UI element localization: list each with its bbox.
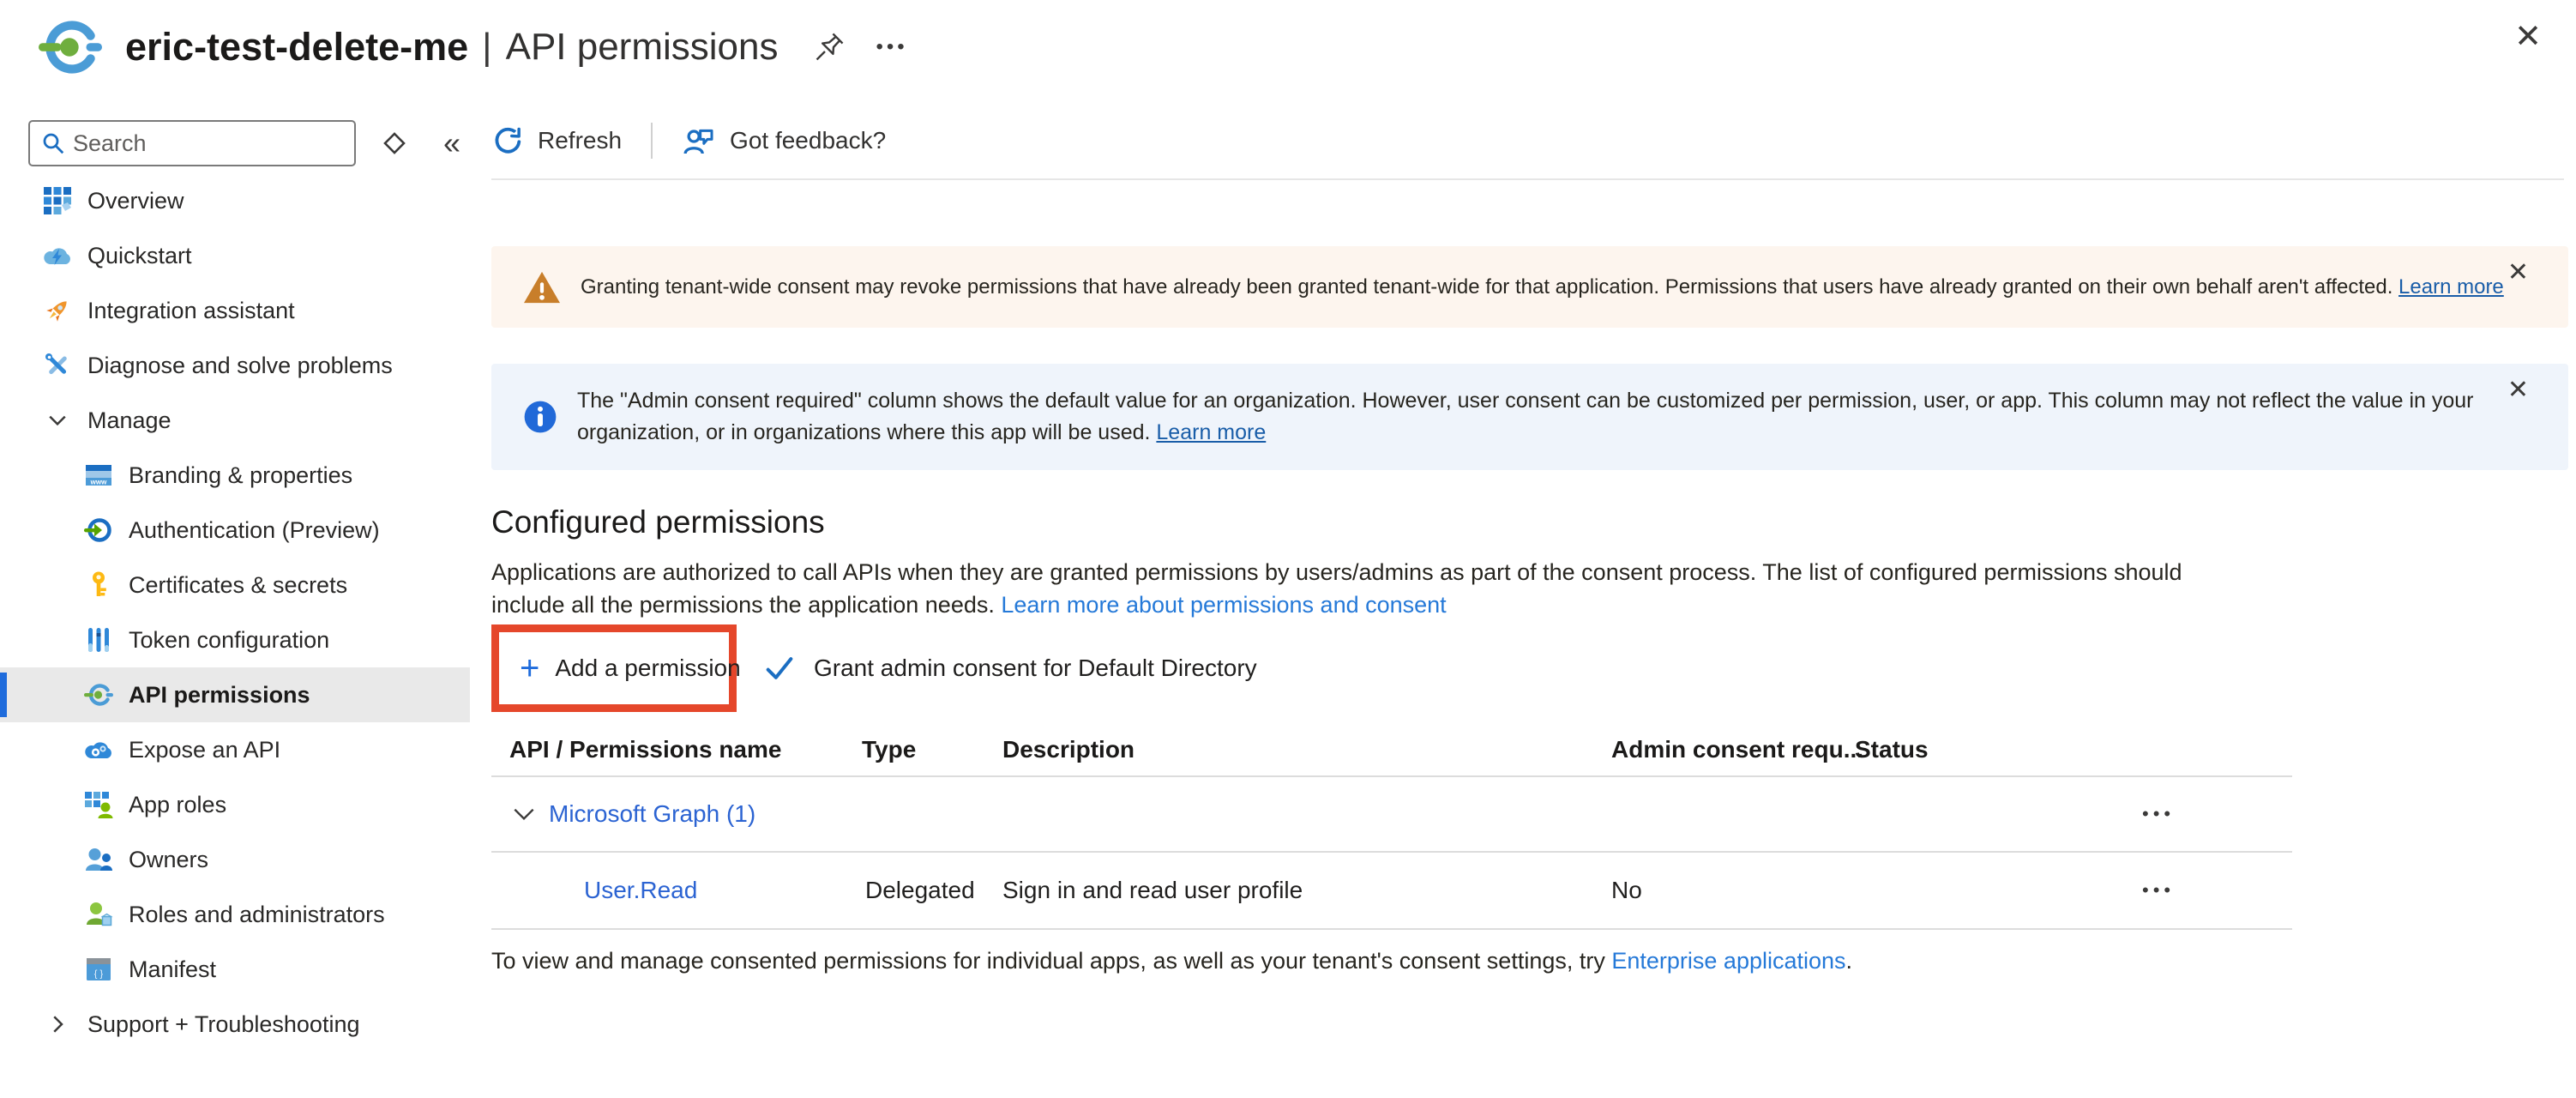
description-text: Applications are authorized to call APIs when they are granted permissions by users/admins as part of the consent process. The list of configured permissions should include all the permissions the application needs. — [491, 559, 2182, 618]
warning-text — [581, 272, 2504, 302]
sidebar-item-quickstart[interactable] — [0, 228, 470, 283]
title-separator: | — [482, 26, 492, 68]
column-header-name: API / Permissions name — [509, 736, 782, 763]
search-icon — [40, 130, 66, 156]
refresh-button[interactable] — [491, 124, 622, 157]
sidebar-item-label: Quickstart — [87, 242, 192, 268]
sidebar-group-support[interactable] — [0, 997, 470, 1052]
warning-message: Granting tenant-wide consent may revoke permissions that have already been granted tenant-wide for that application. Permissions that users have already granted on their own behalf aren't affected. — [581, 275, 2393, 299]
sidebar-item-label: Branding & properties — [129, 462, 353, 488]
sidebar-item-label: Token configuration — [129, 626, 330, 653]
sidebar-group-label: Support + Troubleshooting — [87, 1011, 360, 1037]
collapse-sidebar-icon[interactable]: « — [443, 125, 461, 160]
feedback-icon — [682, 124, 716, 158]
sidebar-item-expose-an-api[interactable] — [0, 722, 470, 777]
page-header — [0, 0, 2576, 94]
warning-close-icon[interactable]: ✕ — [2507, 258, 2529, 287]
rocket-icon — [41, 294, 74, 327]
close-blade-icon[interactable]: ✕ — [2514, 19, 2542, 55]
sidebar-item-label: API permissions — [129, 681, 310, 708]
svg-text:{ }: { } — [93, 968, 104, 980]
pin-icon[interactable] — [812, 30, 846, 64]
chevron-right-icon — [41, 1008, 74, 1041]
permission-description-cell: Sign in and read user profile — [1002, 877, 1303, 903]
checkmark-icon — [762, 651, 797, 685]
people-icon — [82, 843, 115, 876]
table-row-user-read — [491, 853, 2292, 928]
sidebar-item-manifest[interactable] — [0, 942, 470, 997]
sidebar-item-label: Certificates & secrets — [129, 571, 348, 598]
configured-permissions-heading: Configured permissions — [491, 504, 825, 540]
permissions-actions — [491, 624, 1257, 712]
table-divider — [491, 928, 2292, 930]
command-divider — [651, 123, 653, 159]
footer-note — [491, 948, 1852, 974]
info-banner — [491, 364, 2568, 470]
column-header-type: Type — [862, 736, 917, 763]
plus-icon: + — [520, 649, 540, 687]
sidebar-item-label: Authentication (Preview) — [129, 516, 380, 543]
sidebar-item-authentication[interactable] — [0, 503, 470, 558]
permissions-consent-link[interactable]: Learn more about permissions and consent — [1001, 592, 1447, 618]
expand-chevron-icon[interactable] — [510, 800, 538, 828]
sidebar-item-label: Overview — [87, 187, 184, 214]
row-more-options-icon[interactable]: ••• — [2142, 803, 2176, 824]
grant-admin-consent-label: Grant admin consent for Default Directory — [814, 655, 1257, 681]
tools-icon — [41, 349, 74, 382]
admin-consent-cell: No — [1611, 877, 1642, 903]
column-header-admin-consent: Admin consent requ... — [1611, 736, 1864, 763]
key-icon — [82, 569, 115, 601]
permission-type-cell: Delegated — [865, 877, 975, 903]
column-header-status: Status — [1855, 736, 1929, 763]
sidebar-item-diagnose[interactable] — [0, 338, 470, 393]
grant-admin-consent-button[interactable] — [762, 651, 1257, 685]
footer-suffix: . — [1845, 948, 1853, 974]
sidebar-item-integration-assistant[interactable] — [0, 283, 470, 338]
add-permission-button[interactable] — [491, 624, 741, 712]
sidebar-item-app-roles[interactable] — [0, 777, 470, 832]
warning-learn-more-link[interactable]: Learn more — [2398, 275, 2504, 299]
info-text — [577, 385, 2541, 449]
sidebar-item-label: App roles — [129, 791, 227, 817]
grid-person-icon — [82, 788, 115, 821]
add-permission-label: Add a permission — [555, 655, 741, 681]
overview-icon — [41, 184, 74, 217]
sliders-icon — [82, 624, 115, 656]
info-icon — [522, 399, 558, 435]
sidebar-item-certificates[interactable] — [0, 558, 470, 612]
sidebar-item-token-configuration[interactable] — [0, 612, 470, 667]
sidebar-item-label: Integration assistant — [87, 297, 295, 323]
info-learn-more-link[interactable]: Learn more — [1156, 420, 1267, 444]
info-close-icon[interactable]: ✕ — [2507, 376, 2529, 404]
sidebar-item-label: Diagnose and solve problems — [87, 352, 393, 378]
table-header-row — [491, 731, 2292, 775]
refresh-icon — [491, 124, 524, 157]
sidebar-item-label: Roles and administrators — [129, 901, 385, 927]
warning-icon — [522, 269, 562, 305]
chevron-down-icon — [41, 404, 74, 437]
sidebar-item-owners[interactable] — [0, 832, 470, 887]
search-input[interactable] — [71, 130, 332, 158]
cloud-gears-icon — [82, 733, 115, 766]
feedback-button[interactable] — [682, 124, 886, 158]
microsoft-graph-link[interactable]: Microsoft Graph (1) — [549, 800, 756, 827]
table-row-microsoft-graph — [491, 777, 2292, 851]
main-content — [491, 94, 2576, 1098]
sidebar — [0, 94, 470, 1098]
api-permissions-icon — [34, 15, 106, 79]
row-more-options-icon[interactable]: ••• — [2142, 879, 2176, 901]
search-box[interactable] — [28, 120, 356, 166]
sidebar-item-branding[interactable] — [0, 448, 470, 503]
sidebar-item-label: Expose an API — [129, 736, 281, 763]
browser-icon — [82, 459, 115, 492]
footer-text: To view and manage consented permissions for individual apps, as well as your tenant's consent settings, try — [491, 948, 1605, 974]
sidebar-item-label: Owners — [129, 846, 209, 872]
command-bar — [491, 113, 886, 168]
sidebar-group-manage[interactable] — [0, 393, 470, 448]
sign-in-icon — [82, 514, 115, 546]
sidebar-search-row — [0, 120, 470, 166]
sidebar-nav — [0, 173, 470, 1052]
feedback-label: Got feedback? — [730, 127, 887, 154]
sidebar-group-label: Manage — [87, 407, 172, 433]
more-options-icon[interactable]: ••• — [876, 35, 908, 58]
command-bar-divider — [491, 178, 2564, 180]
column-header-description: Description — [1002, 736, 1135, 763]
blade-name: API permissions — [505, 26, 779, 68]
sidebar-item-label: Manifest — [129, 956, 217, 982]
sidebar-item-overview[interactable] — [0, 173, 470, 228]
reorder-diamond-icon[interactable] — [380, 129, 409, 158]
configured-permissions-description — [491, 556, 2241, 621]
app-name: eric-test-delete-me — [125, 25, 469, 69]
permissions-table — [491, 731, 2292, 930]
quickstart-icon — [41, 239, 74, 272]
info-message: The "Admin consent required" column shows the default value for an organization. However, user consent can be customized per permission, user, or app. This column may not reflect the value in your organization, or in organizations where this app will be used. — [577, 389, 2474, 444]
enterprise-applications-link[interactable]: Enterprise applications — [1611, 948, 1846, 974]
sidebar-item-api-permissions[interactable] — [0, 667, 470, 722]
svg-text:www: www — [90, 478, 107, 486]
page-title — [125, 25, 778, 69]
sidebar-item-roles-administrators[interactable] — [0, 887, 470, 942]
admin-person-icon — [82, 898, 115, 931]
manifest-code-icon — [82, 953, 115, 986]
user-read-link[interactable]: User.Read — [584, 877, 698, 903]
api-permissions-icon — [82, 679, 115, 711]
warning-banner — [491, 246, 2568, 328]
refresh-label: Refresh — [538, 127, 623, 154]
